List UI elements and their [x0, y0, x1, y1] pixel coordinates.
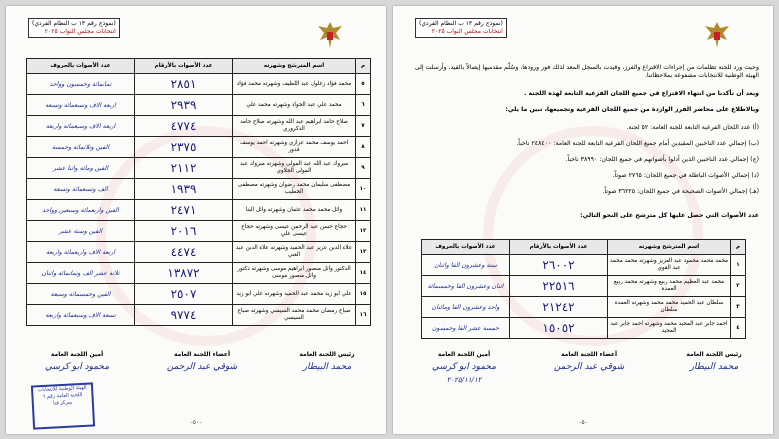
secretary-label: أمين اللجنة العامة [50, 351, 104, 358]
candidate-name: مبروك عبد الله عبد المولى وشهرته مبروك عبد المولى الجلاوي [233, 158, 356, 179]
votes-words: الفين وستة عشر [27, 221, 135, 242]
chairman-label: رئيس اللجنة العامة [686, 351, 742, 358]
votes-words: خمسة عشر الفا وخمسون [422, 318, 510, 339]
stat-subcommittees: (أ) عدد اللجان الفرعية التابعة للجنة العامة: ٥٢ لجنة. [626, 124, 759, 131]
votes-figures: ٢٨٥١ [135, 74, 233, 95]
secretary-signature [419, 351, 509, 384]
table-row [422, 255, 746, 276]
row-number: ٨ [356, 137, 371, 158]
votes-figures: ٢٥٠٧ [135, 284, 233, 305]
table-row [27, 305, 371, 326]
chairman-signature [669, 351, 759, 372]
votes-figures: ٤٤٧٤ [135, 242, 233, 263]
candidate-name: وائل محمد محمد عثمان وشهرته وائل البنا [233, 200, 356, 221]
votes-figures: ٢٦٠٠٢ [510, 255, 608, 276]
table-header-row [422, 240, 746, 255]
candidate-name: حجاج حسن عبد الرحمن عيسى وشهرته حجاج عيسى علي [233, 221, 356, 242]
votes-words: ستة وعشرون الفا واثنان [422, 255, 510, 276]
table-row [27, 242, 371, 263]
form-label-box [415, 18, 507, 38]
table-row [422, 297, 746, 318]
secretary-label: أمين اللجنة العامة [437, 351, 491, 358]
row-number: ١٥ [356, 284, 371, 305]
egypt-eagle-icon [316, 20, 344, 50]
votes-words: ثمانمائة وخمسون وواحد [27, 74, 135, 95]
row-number: ٦ [356, 95, 371, 116]
votes-words: الفين وخمسمائة وسبعة [27, 284, 135, 305]
form-subtitle: انتخابات مجلس النواب ٢٠٢٥ [44, 28, 116, 35]
candidate-name: سلطان عبد الحميد محمد محمد وشهرته العمدة سلطان [608, 297, 731, 318]
table-row [27, 284, 371, 305]
table-row [27, 200, 371, 221]
candidate-name: محمد علي عبد الجواد وشهرته محمد علي [233, 95, 356, 116]
votes-words: الفين وثلاثمائة وخمسة [27, 137, 135, 158]
votes-intro: عدد الأصوات التي حصل عليها كل مترشح على النحو التالي: [580, 212, 759, 219]
candidate-name: محمد فؤاد زغلول عبد اللطيف وشهرته محمد فؤاد [233, 74, 356, 95]
votes-words: ثلاثة عشر الف وثمانمائة واثنان [27, 263, 135, 284]
votes-figures: ١٥٠٥٢ [510, 318, 608, 339]
candidate-name: صلاح حامد ابراهيم عبد الله وشهرته صلاح حامد الدكروري [233, 116, 356, 137]
votes-words: اثنان وعشرون الفا وخمسمائة [422, 276, 510, 297]
candidate-name: علي ابو زيد محمد عبد الحميد وشهرته علي ابو زيد [233, 284, 356, 305]
votes-words: اربعة الاف وسبعمائة واربعة [27, 116, 135, 137]
members-sign: شوقي عبد الرحمن [166, 362, 238, 372]
row-number: ١٠ [356, 179, 371, 200]
header-figures: عدد الأصوات بالأرقام [510, 240, 608, 255]
table-row [27, 221, 371, 242]
header-number: م [356, 59, 371, 74]
members-sign: شوقي عبد الرحمن [553, 362, 625, 372]
header-candidate: اسم المترشح وشهرته [233, 59, 356, 74]
votes-words: الفين واربعمائة وسبعين وواحد [27, 200, 135, 221]
votes-figures: ٢١٢٤٢ [510, 297, 608, 318]
row-number: ٥ [356, 74, 371, 95]
form-label: (نموذج رقم ١٣ ب النظام الفردي) [419, 20, 503, 27]
secretary-sign: محمود ابو كرسي [431, 362, 497, 372]
chairman-sign: محمد البيطار [689, 362, 739, 372]
votes-figures: ٢٢٥١٦ [510, 276, 608, 297]
table-row [422, 276, 746, 297]
stat-registered: (ب) إجمالي عدد الناخبين المقيدين أمام جميع اللجان الفرعية التابعة للجنة العامة: ٢٤٨٤٠٠ ناخباً. [516, 140, 759, 147]
votes-figures: ٢٩٣٩ [135, 95, 233, 116]
row-number: ١٢ [356, 221, 371, 242]
form-label-box [28, 18, 120, 38]
votes-figures: ٢٤٧١ [135, 200, 233, 221]
left-page-number: -٥٠- [190, 419, 202, 426]
votes-figures: ٢١١٢ [135, 158, 233, 179]
chairman-sign: محمد البيطار [302, 362, 352, 372]
votes-words: واحد وعشرون الفا ومائتان [422, 297, 510, 318]
row-number: ١ [731, 255, 746, 276]
table-header-row [27, 59, 371, 74]
candidate-name: محمد محمد محمود عبد العزيز وشهرته محمد محمد عبد القوي [608, 255, 731, 276]
stat-voted: (ج) إجمالي عدد الناخبين الذين أدلوا بأصواتهم في جميع اللجان: ٣٨٩٩٠ ناخباً. [565, 156, 759, 163]
header-figures: عدد الأصوات بالأرقام [135, 59, 233, 74]
candidate-name: محمد عبد العظيم محمد ربيع وشهرته محمد ربيع العمدة [608, 276, 731, 297]
table-row [27, 263, 371, 284]
egypt-eagle-icon [703, 20, 731, 50]
votes-figures: ٢٣٧٥ [135, 137, 233, 158]
members-signature [157, 351, 247, 372]
row-number: ٩ [356, 158, 371, 179]
right-page-number: -٥- [579, 419, 587, 426]
row-number: ٢ [731, 276, 746, 297]
votes-figures: ٤٧٧٤ [135, 116, 233, 137]
right-signatures [407, 351, 759, 401]
table-row [27, 137, 371, 158]
votes-words: اربعة الاف واربعمائة واربعة [27, 242, 135, 263]
row-number: ١١ [356, 200, 371, 221]
row-number: ١٣ [356, 242, 371, 263]
header-candidate: اسم المترشح وشهرته [608, 240, 731, 255]
stamp-line1: الهيئة الوطنية للانتخابات [37, 384, 87, 394]
votes-figures: ١٩٣٩ [135, 179, 233, 200]
secretary-sign: محمود ابو كرسي [44, 362, 110, 372]
left-results-table [26, 58, 371, 326]
votes-figures: ١٣٨٧٢ [135, 263, 233, 284]
candidate-name: الدكتور وائل منصور ابراهيم موسى وشهرته دكتور وائل منصور موسى [233, 263, 356, 284]
candidate-name: احمد يوسف محمد عزازي وشهرته احمد يوسف قدور [233, 137, 356, 158]
members-signature [544, 351, 634, 372]
row-number: ٤ [731, 318, 746, 339]
right-page [393, 6, 773, 434]
stamp-line2: اللجنة العامة رقم ٦ [42, 391, 83, 401]
votes-words: الفين ومائة واثنا عشر [27, 158, 135, 179]
votes-figures: ٩٧٧٤ [135, 305, 233, 326]
chairman-label: رئيس اللجنة العامة [299, 351, 355, 358]
closing-paragraph: وبعد أن تأكدنا من انتهاء الاقتراع في جميع اللجان الفرعية التابعة لهذه اللجنة . [523, 90, 759, 97]
votes-words: تسعة الاف وسبعمائة واربعة [27, 305, 135, 326]
stat-valid: (هـ) إجمالي الأصوات الصحيحة في جميع اللجان: ٣٦٢٢٥ صوتاً. [602, 188, 759, 195]
chairman-signature [282, 351, 372, 372]
candidate-name: مصطفى سليمان محمد رضوان وشهرته مصطفى الخطيب [233, 179, 356, 200]
members-label: أعضاء اللجنة العامة [173, 351, 231, 358]
candidate-name: علاء الدين عزيز عبد الحميد وشهرته علاء الدين عبد الغني [233, 242, 356, 263]
row-number: ٣ [731, 297, 746, 318]
review-paragraph: وبالاطلاع على محاضر الفرز الواردة من جميع اللجان الفرعية وتجميعها، تبين ما يلي: [505, 106, 759, 113]
votes-words: اربعة الاف وتسعمائة وتسعة [27, 95, 135, 116]
members-label: أعضاء اللجنة العامة [560, 351, 618, 358]
form-subtitle: انتخابات مجلس النواب ٢٠٢٥ [431, 28, 503, 35]
row-number: ١٤ [356, 263, 371, 284]
signature-date: ٢٠٢٥/١١/١٢ [446, 376, 482, 384]
votes-figures: ٢٠١٦ [135, 221, 233, 242]
row-number: ١٦ [356, 305, 371, 326]
intro-paragraph: وحيث ورد للجنة تظلمات من إجراءات الاقتراع والفرز، وقيدت بالسجل المعد لذلك فور ورودها، وسُلّم مقدميها إيصالاً بالقيد، وأرسلت إلى الهيئة الوطنية للانتخابات مشفوعة بملاحظاتنا. [414, 64, 759, 79]
left-page [6, 6, 386, 434]
table-row [27, 158, 371, 179]
header-words: عدد الأصوات بالحروف [27, 59, 135, 74]
secretary-signature [32, 351, 122, 372]
stamp-line3: بمركز قنا [53, 399, 73, 407]
table-row [27, 179, 371, 200]
votes-words: الف وتسعمائة وتسعة [27, 179, 135, 200]
header-words: عدد الأصوات بالحروف [422, 240, 510, 255]
table-row [422, 318, 746, 339]
candidate-name: صباح رمضان محمد محمد السيسي وشهرته صباح السيسي [233, 305, 356, 326]
table-row [27, 116, 371, 137]
table-row [27, 95, 371, 116]
candidate-name: احمد جابر عبد المجيد محمد وشهرته احمد جابر عبد المجيد [608, 318, 731, 339]
form-label: (نموذج رقم ١٣ ب النظام الفردي) [32, 20, 116, 27]
header-number: م [731, 240, 746, 255]
right-results-table [421, 239, 746, 339]
row-number: ٧ [356, 116, 371, 137]
table-row [27, 74, 371, 95]
stat-invalid: (د) إجمالي الأصوات الباطلة في جميع اللجان: ٢٧٦٥ صوتاً. [612, 172, 759, 179]
